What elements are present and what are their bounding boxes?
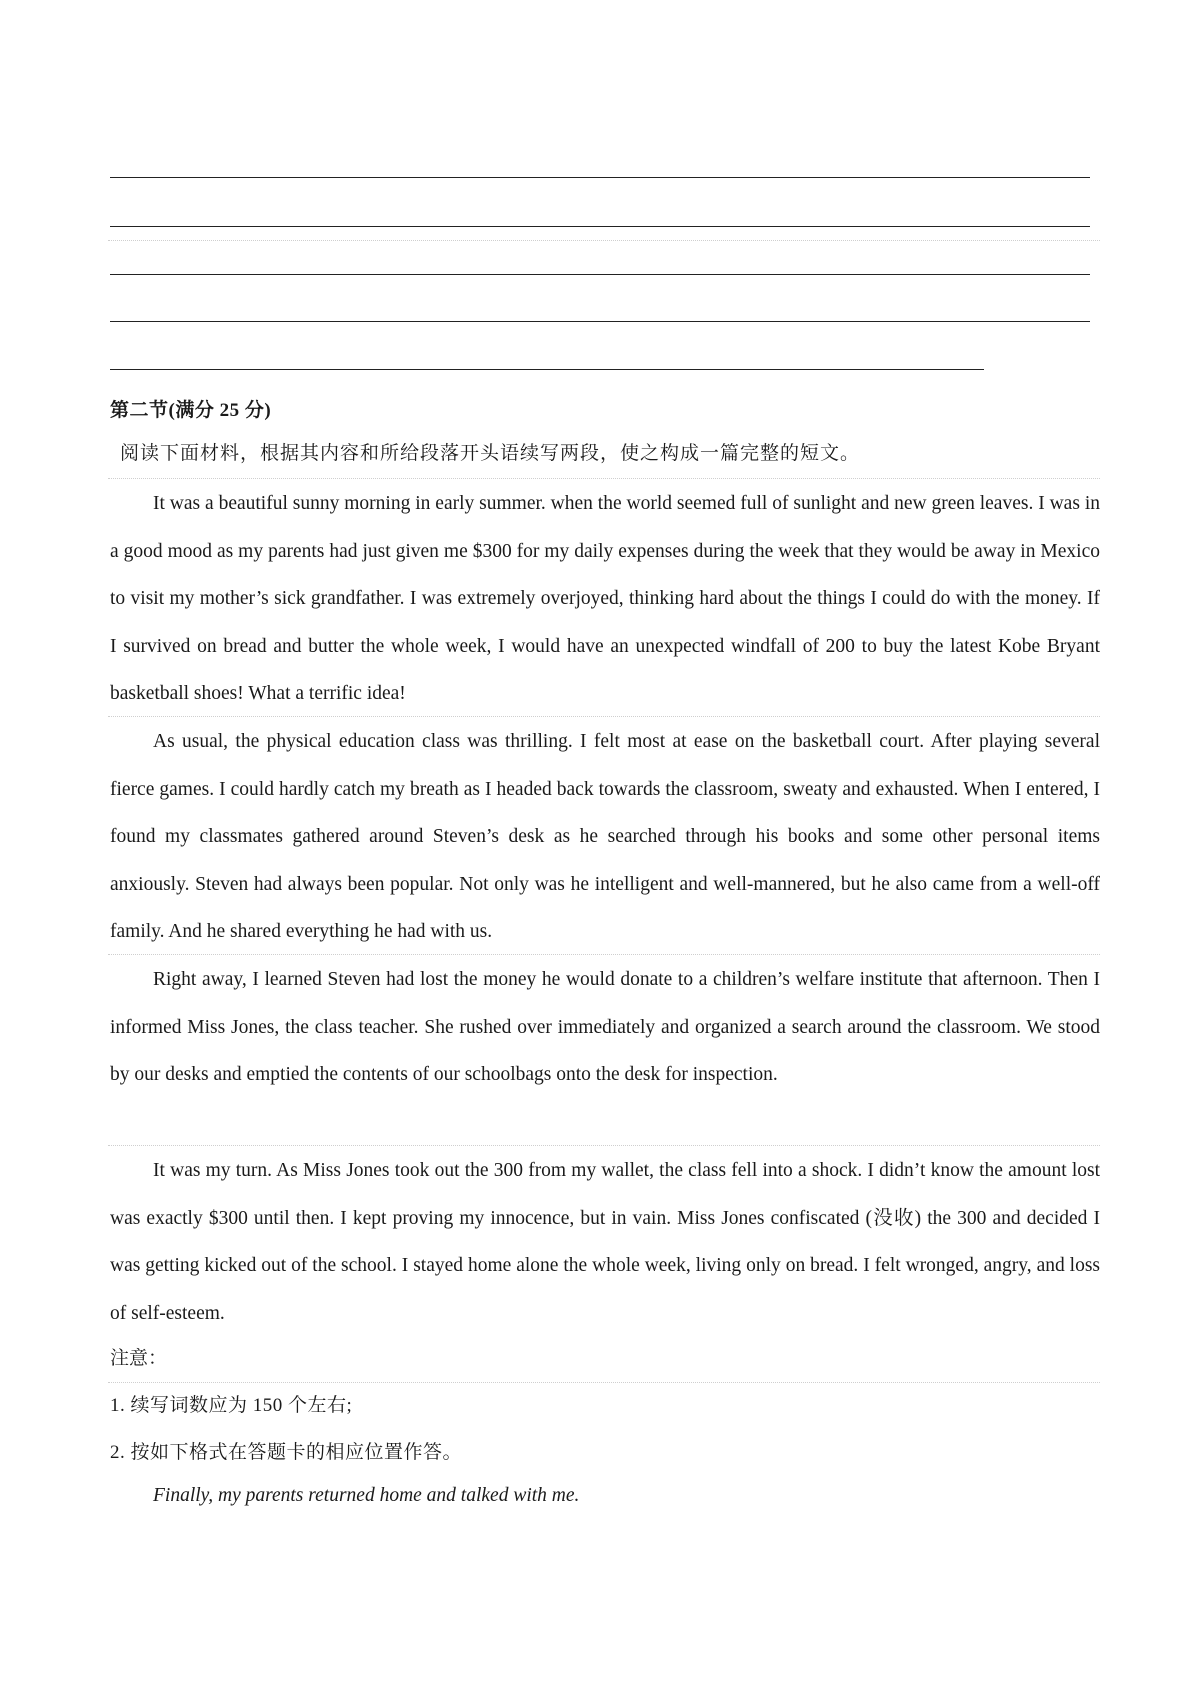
continuation-prompt: Finally, my parents returned home and talked with me. [153,1485,580,1506]
dotted-separator [108,478,1100,479]
story-paragraph-4: It was my turn. As Miss Jones took out the 300 from my wallet, the class fell into a shock. I didn’t know the amount lost was exactly $300 until then. I kept proving my innocence, but in vain. Miss Jones confiscated (没收) the 300 and decided I was getting kicked out of the school. I stayed home alone the whole week, living only on bread. I felt wronged, angry, and loss of self-esteem. [110,1160,1100,1324]
dotted-separator [108,1145,1100,1146]
answer-line [110,274,1090,275]
section-heading: 第二节(满分 25 分) [110,400,272,421]
dotted-separator [108,240,1100,241]
section-instruction: 阅读下面材料，根据其内容和所给段落开头语续写两段，使之构成一篇完整的短文。 [120,443,861,464]
answer-line [110,321,1090,322]
story-paragraph-3: Right away, I learned Steven had lost the money he would donate to a children’s welfare institute that afternoon. Then I informed Miss Jones, the class teacher. She rushed over immediately and organized a search around the classroom. We stood by our desks and emptied the contents of our schoolbags onto the desk for inspection. [110,969,1100,1085]
story-paragraph-1: It was a beautiful sunny morning in early summer. when the world seemed full of sunlight and new green leaves. I was in a good mood as my parents had just given me $300 for my daily expenses during the week that they would be away in Mexico to visit my mother’s sick grandfather. I was extremely overjoyed, thinking hard about the things I could do with the money. If I survived on bread and butter the whole week, I would have an unexpected windfall of 200 to buy the latest Kobe Bryant basketball shoes! What a terrific idea! [110,493,1100,704]
dotted-separator [108,1382,1100,1383]
answer-line [110,369,984,370]
answer-line [110,177,1090,178]
notes-title: 注意： [110,1348,168,1369]
answer-line [110,226,1090,227]
story-paragraph-2: As usual, the physical education class was thrilling. I felt most at ease on the basketball court. After playing several fierce games. I could hardly catch my breath as I headed back towards the classroom, sweaty and exhausted. When I entered, I found my classmates gathered around Steven’s desk as he searched through his books and some other personal items anxiously. Steven had always been popular. Not only was he intelligent and well-mannered, but he also came from a well-off family. And he shared everything he had with us. [110,731,1100,942]
note-item-word-count: 1. 续写词数应为 150 个左右; [110,1395,353,1416]
note-item-format: 2. 按如下格式在答题卡的相应位置作答。 [110,1442,463,1463]
